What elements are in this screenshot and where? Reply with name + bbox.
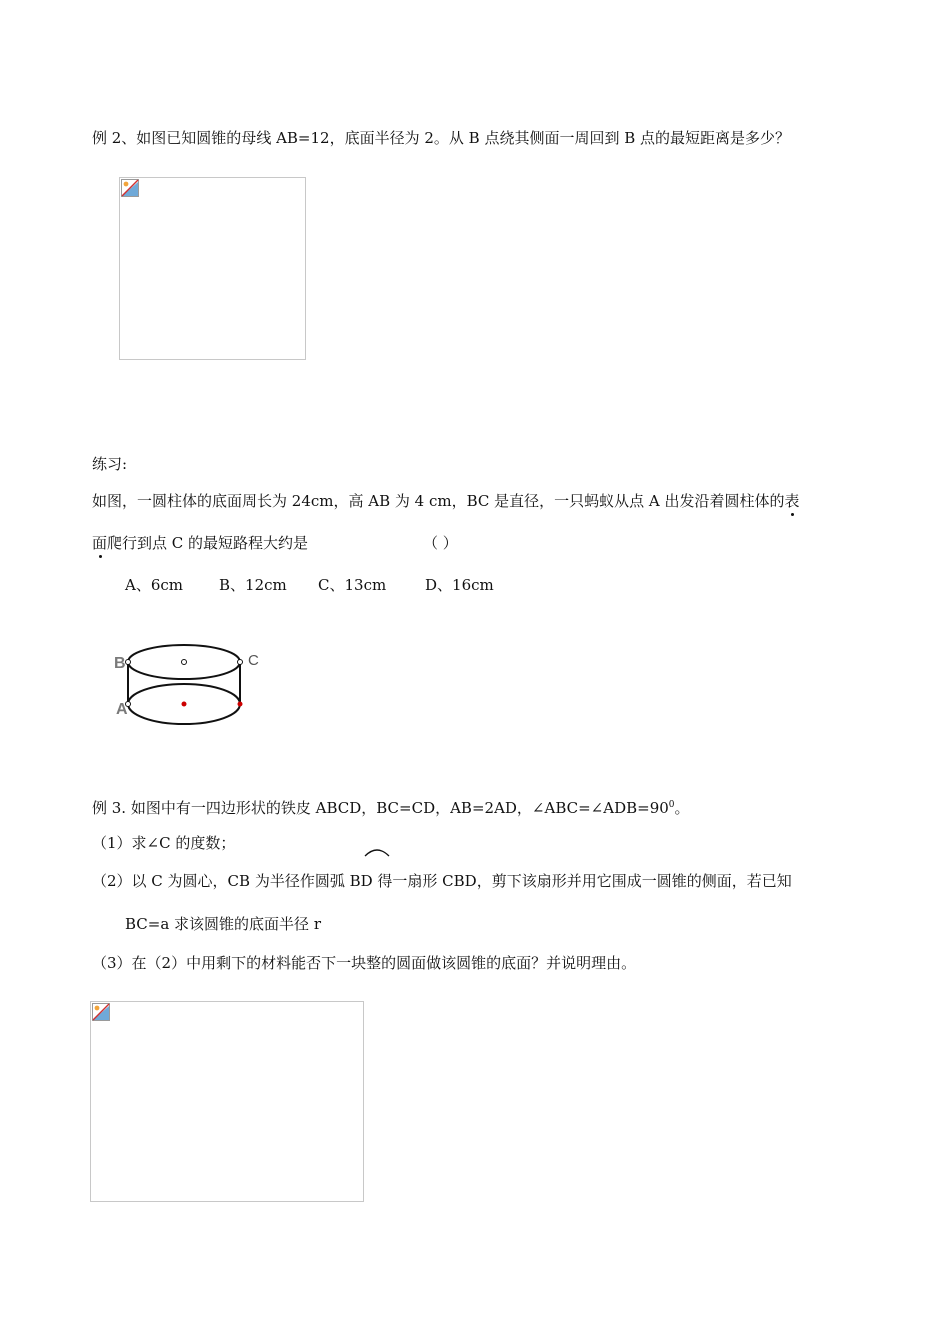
bottom-right-point [238, 702, 243, 707]
label-a: A [116, 701, 128, 718]
example2-figure-image [119, 177, 306, 360]
example3-figure-image [90, 1001, 364, 1202]
example3-intro-text: 例 3. 如图中有一四边形状的铁皮 ABCD，BC=CD，AB=2AD，∠ABC=∠ADB=90 [92, 799, 669, 817]
exercise-line2-text: 爬行到点 C 的最短路程大约是 [107, 534, 309, 552]
example3-intro [92, 795, 690, 818]
exercise-line1-text: 如图，一圆柱体的底面周长为 24cm，高 AB 为 4 cm，BC 是直径，一只蚂蚁从点 A 出发沿着圆柱体的 [92, 492, 785, 510]
answer-parentheses: （ ） [423, 534, 458, 552]
exercise-emphasis-char: 面 [92, 534, 108, 552]
arc-symbol-icon [363, 846, 391, 858]
broken-image-icon [121, 179, 139, 197]
option-d: D、16cm [425, 576, 494, 594]
example3-question-3: （3）在（2）中用剩下的材料能否下一块整的圆面做该圆锥的底面？并说明理由。 [92, 954, 637, 972]
label-c: C [248, 652, 259, 669]
label-b: B [114, 655, 126, 672]
example3-intro-end: 。 [674, 799, 690, 817]
example3-question-2: （2）以 C 为圆心，CB 为半径作圆弧 BD 得一扇形 CBD，剪下该扇形并用它围成一圆锥的侧面，若已知 [92, 872, 792, 890]
exercise-question-line2 [92, 533, 308, 553]
cylinder-diagram [110, 640, 280, 735]
example3-question-2-continued: BC=a 求该圆锥的底面半径 r [125, 915, 321, 933]
exercise-question-line1 [92, 491, 800, 511]
point-b [126, 660, 131, 665]
example3-question-1: （1）求∠C 的度数； [92, 834, 236, 852]
example2-text: 例 2、如图已知圆锥的母线 AB=12，底面半径为 2。从 B 点绕其侧面一周回到 B 点的最短距离是多少？ [92, 129, 791, 147]
exercise-heading: 练习: [92, 455, 128, 473]
point-c [238, 660, 243, 665]
option-b: B、12cm [219, 576, 287, 594]
bottom-center-point [182, 702, 187, 707]
broken-image-icon [92, 1003, 110, 1021]
degree-superscript: 0 [668, 800, 675, 810]
option-a: A、6cm [125, 576, 184, 594]
exercise-emphasis-char: 表 [784, 492, 800, 510]
top-center-point [182, 660, 187, 665]
option-c: C、13cm [318, 576, 387, 594]
